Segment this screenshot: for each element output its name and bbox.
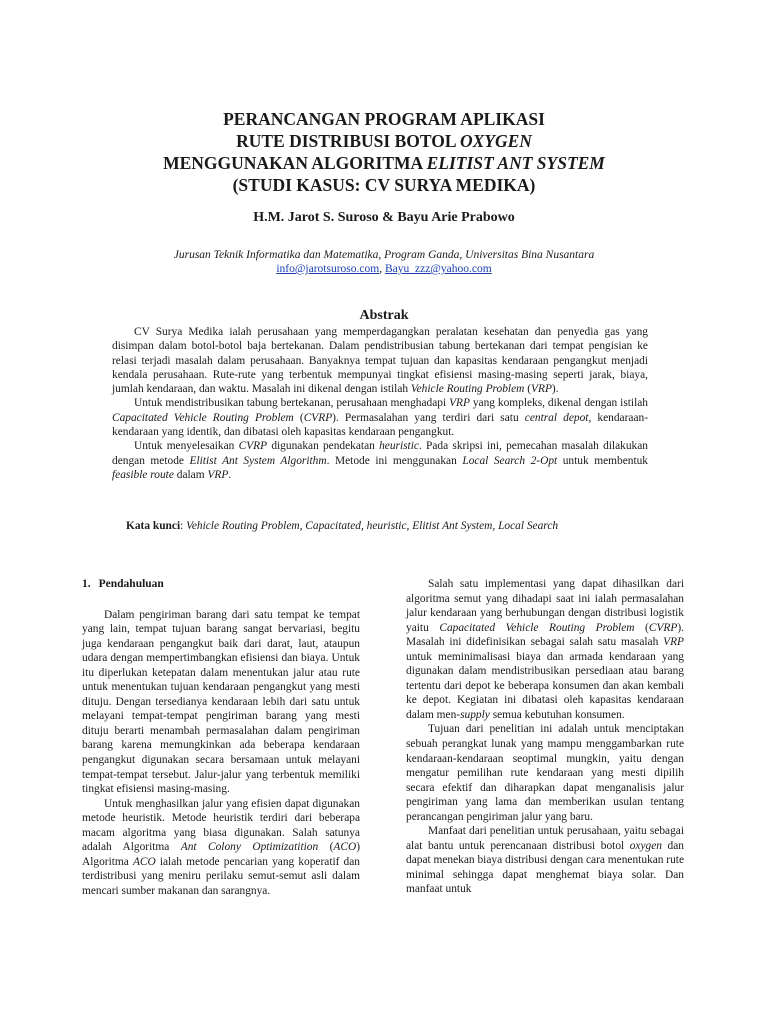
abstract-paragraph: Untuk menyelesaikan CVRP digunakan pendekatan heuristic. Pada skripsi ini, pemecahan masalah dilakukan dengan metode Elitist Ant System Algorithm. Metode ini menggunakan Local Search 2-Opt untuk membentuk feasible route dalam VRP. [112,440,649,481]
body-paragraph: Untuk menghasilkan jalur yang efisien dapat digunakan metode heuristik. Metode heuristik terdiri dari beberapa macam algoritma yang biasa digunakan. Salah satunya adalah Algoritma Ant Colony Optimizatition (ACO) Algoritma ACO ialah metode pencarian yang koperatif dan terdistribusi yang meniru perilaku semut-semut asli dalam mencari sumber makanan dan sarangnya. [82,797,361,897]
body-paragraph: Tujuan dari penelitian ini adalah untuk menciptakan sebuah perangkat lunak yang mampu menggambarkan rute kendaraan-kendaraan seoptimal mungkin, yaitu dengan mengatur pemilihan rute kendaraan yang mesti dipilih secara efektif dan diharapkan dapat menganalisis jalur pengiriman yang lama dan memberikan usulan tentang perancangan pengiriman jalur yang baru. [406,723,684,823]
body-paragraph: Manfaat dari penelitian untuk perusahaan, yaitu sebagai alat bantu untuk perencanaan distribusi botol oxygen dan dapat menekan biaya distribusi dengan cara menentukan rute minimal sehingga dapat menghemat biaya solar. Dan manfaat untuk [406,825,685,896]
abstract-paragraph: CV Surya Medika ialah perusahaan yang memperdagangkan peralatan kesehatan dan penyedia gas yang disimpan dalam botol-botol baja bertekanan. Dalam pendistribusian tabung bertekanan dari tempat pengisian ke relasi terjadi masalah dalam perusahaan. Banyaknya tempat tujuan dan kapasitas kendaraan pengangkut menjadi kendala perusahaan. Rute-rute yang terbentuk mempunyai tingkat efisiensi masing-masing seperti jarak, biaya, jumlah kendaraan, dan waktu. Masalah ini dikenal dengan istilah Vehicle Routing Problem (VRP). [112,326,648,396]
authors: H.M. Jarot S. Suroso & Bayu Arie Prabowo [253,210,515,225]
email-link-1[interactable]: info@jarotsuroso.com [276,263,380,275]
paper-title [0,108,768,196]
affiliation: Jurusan Teknik Informatika dan Matematika, Program Ganda, Universitas Bina Nusantara [173,249,595,261]
title-line-2: RUTE DISTRIBUSI BOTOL OXYGEN [236,131,532,151]
column-left [82,577,360,898]
body-paragraph: Dalam pengiriman barang dari satu tempat ke tempat yang lain, tempat tujuan barang sangat bervariasi, begitu juga kendaraan pengangkut baik dari darat, laut, ataupun udara dengan mempertimbangkan efisiensi dan biaya. Untuk itu diperlukan ketepatan dalam menentukan jalur atau rute untuk menentukan tujuan kendaraan pengangkut yang mesti dituju. Dengan tersedianya kendaraan lebih dari satu untuk melayani tempat-tempat pengiriman barang yang mesti dituju berarti menambah permasalahan dalam pengiriman barang karena memungkinkan ada beberapa kendaraan pengangkut digunakan secara bersamaan untuk melayani tempat-tempat tersebut. Jalur-jalur yang terbentuk memiliki tingkat efisiensi masing-masing. [82,608,360,796]
body-paragraph: Salah satu implementasi yang dapat dihasilkan dari algoritma semut yang dihadapi saat ini ialah permasalahan jalur kendaraan yang berhubungan dengan distribusi logistik yaitu Capacitated Vehicle Routing Problem (CVRP). Masalah ini didefinisikan sebagai salah satu masalah VRP untuk meminimalisasi biaya dan armada kendaraan yang digunakan dalam mendistribusikan persediaan atau barang tertentu dari depot ke beberapa konsumen dan akan kembali ke depot. Kegiatan ini dibatasi oleh kapasitas kendaraan dalam men-supply semua kebutuhan konsumen. [406,578,684,721]
section-heading: 1. Pendahuluan [82,578,164,590]
column-right [406,577,684,897]
abstract-paragraph: Untuk mendistribusikan tabung bertekanan, perusahaan menghadapi VRP yang kompleks, dikenal dengan istilah Capacitated Vehicle Routing Problem (CVRP). Permasalahan yang terdiri dari satu central depot, kendaraan-kendaraan yang identik, dan dibatasi oleh kapasitas kendaraan pengangkut. [112,397,649,439]
email-link-2[interactable]: Bayu_zzz@yahoo.com [384,263,492,275]
title-line-3: MENGGUNAKAN ALGORITMA ELITIST ANT SYSTEM [163,153,605,173]
title-line-1: PERANCANGAN PROGRAM APLIKASI [223,109,545,129]
title-line-4: (STUDI KASUS: CV SURYA MEDIKA) [232,175,536,195]
abstract-body [112,325,648,482]
keywords: Kata kunci: Vehicle Routing Problem, Capacitated, heuristic, Elitist Ant System, Local Search [126,520,559,532]
emails: info@jarotsuroso.com, Bayu_zzz@yahoo.com [276,263,492,275]
abstract-heading: Abstrak [359,308,409,323]
